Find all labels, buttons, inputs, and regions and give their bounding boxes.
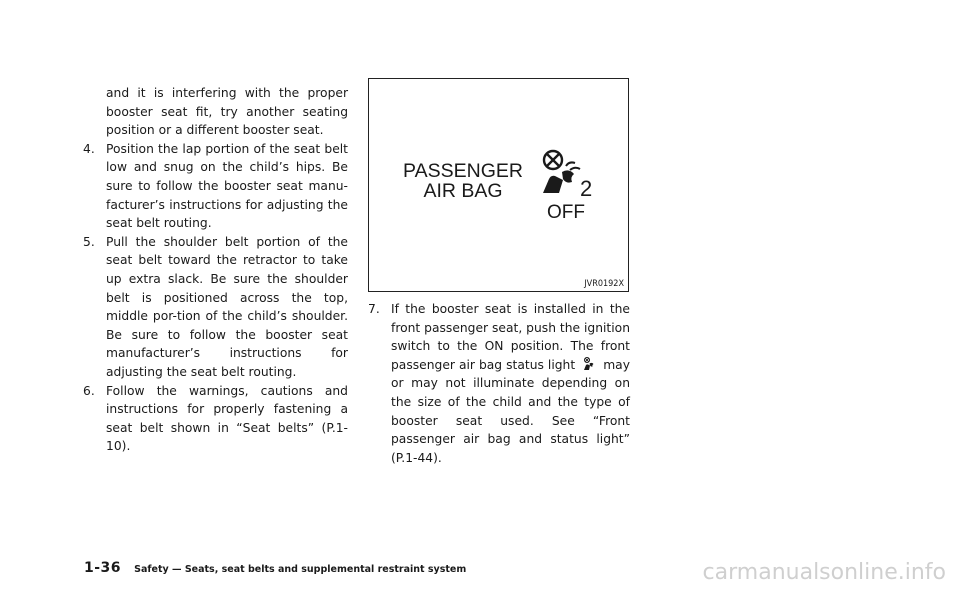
label-line-1: PASSENGER [403,160,523,182]
step-7 [368,300,630,467]
figure-code: JVR0192X [584,279,624,289]
step-text-after: may or may not illuminate depending on the size of the child and the type of booster seat used. See “Front passenger air bag and status light” (P.1-44). [391,357,630,465]
airbag-status-figure [368,78,629,292]
left-column [83,84,348,456]
step-number: 4. [83,141,95,156]
right-column [368,300,630,467]
step-number: 6. [83,383,95,398]
label-line-2: AIR BAG [423,180,503,202]
step-5 [83,233,348,382]
page-footer [84,557,466,576]
page-number: 1-36 [84,560,122,576]
step-number: 5. [83,234,95,249]
step-text-before: If the booster seat is installed in the front passenger seat, push the ignition switch to the ON position. The front passenger air bag status light [391,302,630,372]
section-title: Safety — Seats, seat belts and supplemental restraint system [134,564,467,575]
step-text: Position the lap portion of the seat belt low and snug on the child’s hips. Be sure to follow the booster seat manu-facturer’s instructions for adjusting the seat belt routing. [106,141,348,231]
passenger-airbag-status-icon [583,357,596,371]
step-text: Pull the shoulder belt portion of the seat belt toward the retractor to take up extra slack. Be sure the shoulder belt is positioned across the top, middle por-tion of the child’s shoulder. Be sure to follow the booster seat manufacturer’s instructions for adjusting the seat belt routing. [106,234,348,379]
step-6 [83,382,348,456]
step-number: 7. [368,302,380,316]
step-text: Follow the warnings, cautions and instructions for properly fastening a seat belt shown in “Seat belts” (P.1-10). [106,383,348,454]
airbag-off-icon [539,149,599,201]
step-4 [83,140,348,233]
off-label: OFF [547,202,585,223]
passenger-airbag-label [398,161,528,201]
status-number: 2 [580,176,593,201]
intro-paragraph: and it is interfering with the proper booster seat fit, try another seating position or a different booster seat. [106,86,348,138]
watermark: carmanualsonline.info [702,560,946,585]
